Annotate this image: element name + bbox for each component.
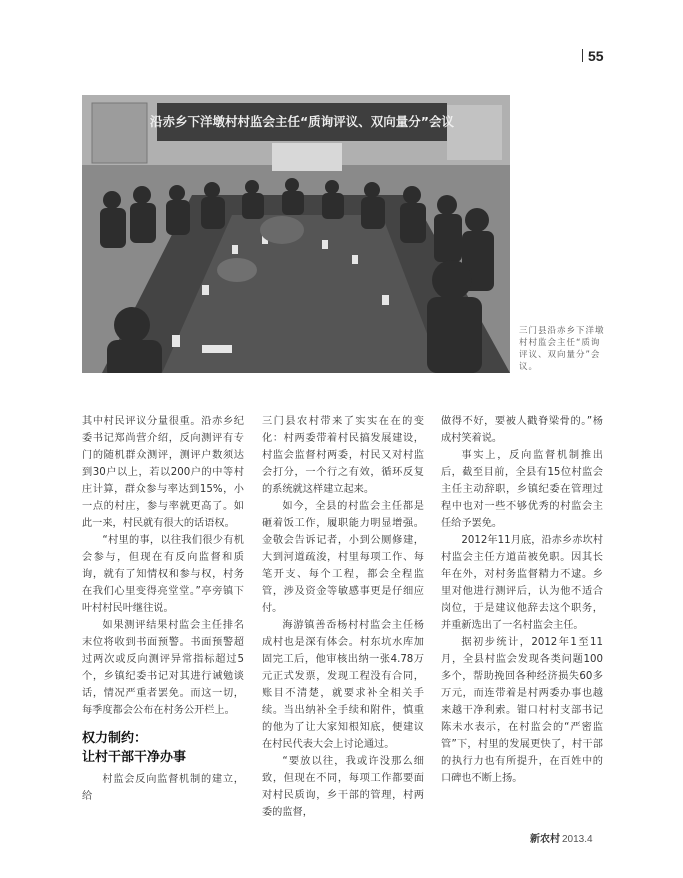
section-heading: [82, 729, 244, 767]
section-heading-line-1: 权力制约：: [82, 731, 148, 746]
paragraph: 海游镇善岙杨村村监会主任杨成村也是深有体会。村东坑水库加固完工后，他审核出纳一张4.78万元正式发票，发现工程没有合同，账目不清楚，就要求补全相关手续。当出纳补全手续和附件，慎重的他为了让大家知根知底，便建议在村民代表大会上讨论通过。: [262, 620, 424, 750]
paragraph: 如今，全县的村监会主任都是砸着饭工作，履职能力明显增强。金敬会告诉记者，小到公厕修建，大到河道疏浚，村里每项工作、每笔开支、每个工程，都会全程监管，涉及资金等敏感事更是仔细应付。: [262, 501, 424, 614]
meeting-banner: 沿赤乡下洋墩村村监会主任“质询评议、双向量分”会议: [150, 114, 454, 129]
paragraph: 三门县农村带来了实实在在的变化：村两委带着村民搞发展建设，村监会监督村两委，村民又对村监会打分，一个行之有效，循环反复的系统就这样建立起来。: [262, 416, 424, 495]
text-column-3: [441, 413, 603, 787]
paragraph: 其中村民评议分量很重。沿赤乡纪委书记郑尚营介绍，反向测评有专门的随机群众测评，测评户数须达到30户以上，若以200户的中等村庄计算，群众参与率达到15%，小一点的村庄，参与率就更高了。如此一来，村民就有很大的话语权。: [82, 416, 244, 529]
text-column-1: [82, 413, 244, 805]
meeting-photo-illustration: [82, 95, 510, 373]
paragraph: 村监会反向监督机制的建立，给: [82, 774, 244, 802]
paragraph: 据初步统计，2012年1至11月，全县村监会发现各类问题100多个，帮助挽回各种经济损失60多万元，而连带着是村两委办事也越来越干净利索。钳口村村支部书记陈未水表示，在村监会的“严密监管”下，村里的发展更快了，村干部的执行力也有所提升，在百姓中的口碑也不断上扬。: [441, 637, 603, 784]
page-footer: [530, 830, 593, 845]
section-heading-line-2: 让村干部干净办事: [82, 750, 187, 765]
paragraph: “村里的事，以往我们很少有机会参与，但现在有反向监督和质询，就有了知情权和参与权，村务在我们心里变得亮堂堂。”亭旁镇下叶村村民叶继往说。: [82, 535, 244, 614]
paragraph: 2012年11月底，沿赤乡赤坎村村监会主任方道苗被免职。因其长年在外，对村务监督精力不逮。乡里对他进行测评后，认为他不适合岗位，于是建议他辞去这个职务，并重新选出了一名村监会主任。: [441, 535, 603, 631]
paragraph: 事实上，反向监督机制推出后，截至目前，全县有15位村监会主任主动辞职，乡镇纪委在管理过程中也对一些不够优秀的村监会主任给予罢免。: [441, 450, 603, 529]
meeting-photo: [82, 95, 510, 373]
photo-caption: 三门县沿赤乡下洋墩村村监会主任“质询评议、双向量分”会议。: [519, 326, 605, 372]
page-number: 55: [582, 48, 604, 64]
paragraph: 做得不好，要被人戳脊梁骨的。”杨成村笑着说。: [441, 416, 603, 444]
magazine-name: 新农村: [530, 834, 560, 845]
issue-number: 2013.4: [562, 834, 593, 845]
paragraph: “要放以往，我或许没那么细致，但现在不同，每项工作都要面对村民质询，乡干部的管理，村两委的监督，: [262, 756, 424, 818]
paragraph: 如果测评结果村监会主任排名末位将收到书面预警。书面预警超过两次或反向测评异常指标超过5个，乡镇纪委书记对其进行诫勉谈话，情况严重者罢免。而这一切，每季度都会公布在村务公开栏上。: [82, 620, 244, 716]
text-column-2: [262, 413, 424, 821]
